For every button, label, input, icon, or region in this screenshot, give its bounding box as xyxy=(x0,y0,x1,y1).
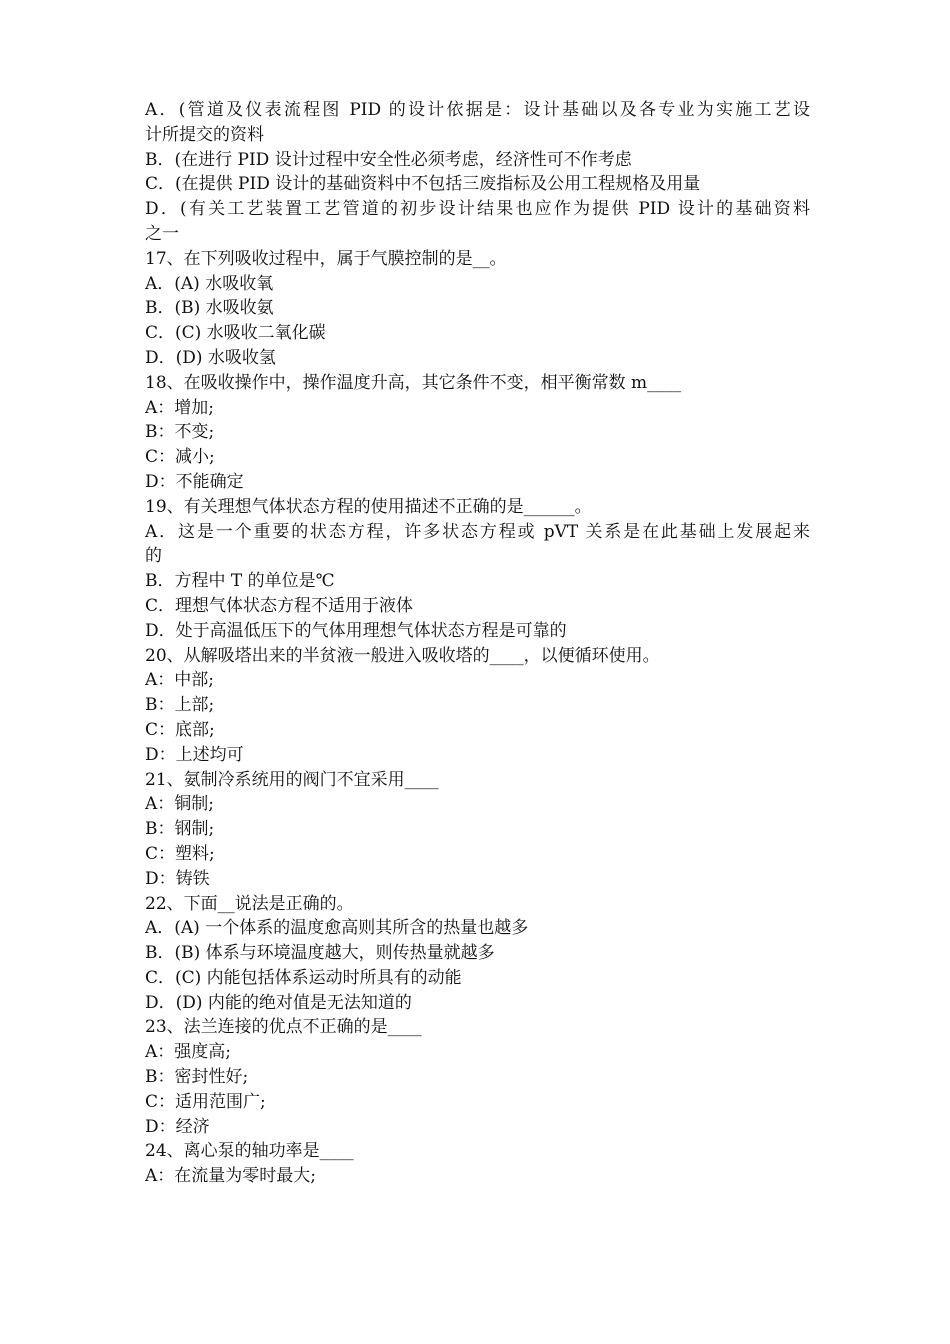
option-line: B．(B) 水吸收氨 xyxy=(145,298,274,319)
option-line: C．(C) 内能包括体系运动时所具有的动能 xyxy=(145,967,462,988)
question-21: 21、氨制冷系统用的阀门不宜采用____ xyxy=(145,769,439,790)
text-line: 的 xyxy=(145,546,162,567)
option-line: D．(D) 内能的绝对值是无法知道的 xyxy=(145,992,412,1013)
option-line: B．方程中 T 的单位是℃ xyxy=(145,571,335,592)
option-line: A．这是一个重要的状态方程，许多状态方程或 pVT 关系是在此基础上发展起来 xyxy=(145,521,810,542)
question-18: 18、在吸收操作中，操作温度升高，其它条件不变，相平衡常数 m____ xyxy=(145,372,682,393)
option-line: A：在流量为零时最大; xyxy=(145,1166,317,1187)
text-line: A．(管道及仪表流程图 PID 的设计依据是：设计基础以及各专业为实施工艺设 xyxy=(145,100,810,120)
option-line: A：铜制; xyxy=(145,794,215,815)
option-line: B：不变; xyxy=(145,422,215,443)
option-line: C：塑料; xyxy=(145,843,215,864)
question-19: 19、有关理想气体状态方程的使用描述不正确的是______。 xyxy=(145,496,592,517)
question-23: 23、法兰连接的优点不正确的是____ xyxy=(145,1017,422,1038)
question-17: 17、在下列吸收过程中，属于气膜控制的是__。 xyxy=(145,248,507,269)
text-line: B．(在进行 PID 设计过程中安全性必须考虑，经济性可不作考虑 xyxy=(145,149,632,170)
option-line: A：强度高; xyxy=(145,1042,232,1063)
option-line: B：上部; xyxy=(145,695,215,716)
text-line: C．(在提供 PID 设计的基础资料中不包括三废指标及公用工程规格及用量 xyxy=(145,174,701,195)
option-line: D：经济 xyxy=(145,1116,210,1137)
question-24: 24、离心泵的轴功率是____ xyxy=(145,1141,354,1162)
option-line: D．(D) 水吸收氢 xyxy=(145,347,276,368)
option-line: B：密封性好; xyxy=(145,1067,249,1088)
question-20: 20、从解吸塔出来的半贫液一般进入吸收塔的____，以便循环使用。 xyxy=(145,645,660,666)
option-line: A：增加; xyxy=(145,397,215,418)
option-line: C．(C) 水吸收二氧化碳 xyxy=(145,323,326,344)
text-line: D．(有关工艺装置工艺管道的初步设计结果也应作为提供 PID 设计的基础资料 xyxy=(145,199,810,220)
option-line: C：适用范围广; xyxy=(145,1091,266,1112)
text-line: 计所提交的资料 xyxy=(145,124,264,145)
option-line: C．理想气体状态方程不适用于液体 xyxy=(145,595,414,616)
option-line: C：底部; xyxy=(145,719,215,740)
option-line: D：上述均可 xyxy=(145,744,244,765)
option-line: D：不能确定 xyxy=(145,471,244,492)
option-line: D．处于高温低压下的气体用理想气体状态方程是可靠的 xyxy=(145,620,567,641)
option-line: A：中部; xyxy=(145,670,215,691)
option-line: A．(A) 一个体系的温度愈高则其所含的热量也越多 xyxy=(145,918,529,939)
text-line: 之一 xyxy=(145,223,179,244)
option-line: A．(A) 水吸收氧 xyxy=(145,273,274,294)
option-line: C：减小; xyxy=(145,447,215,468)
option-line: D：铸铁 xyxy=(145,868,210,889)
question-22: 22、下面__说法是正确的。 xyxy=(145,893,354,914)
option-line: B．(B) 体系与环境温度越大，则传热量就越多 xyxy=(145,943,495,964)
document-page xyxy=(145,98,810,1189)
option-line: B：钢制; xyxy=(145,819,215,840)
